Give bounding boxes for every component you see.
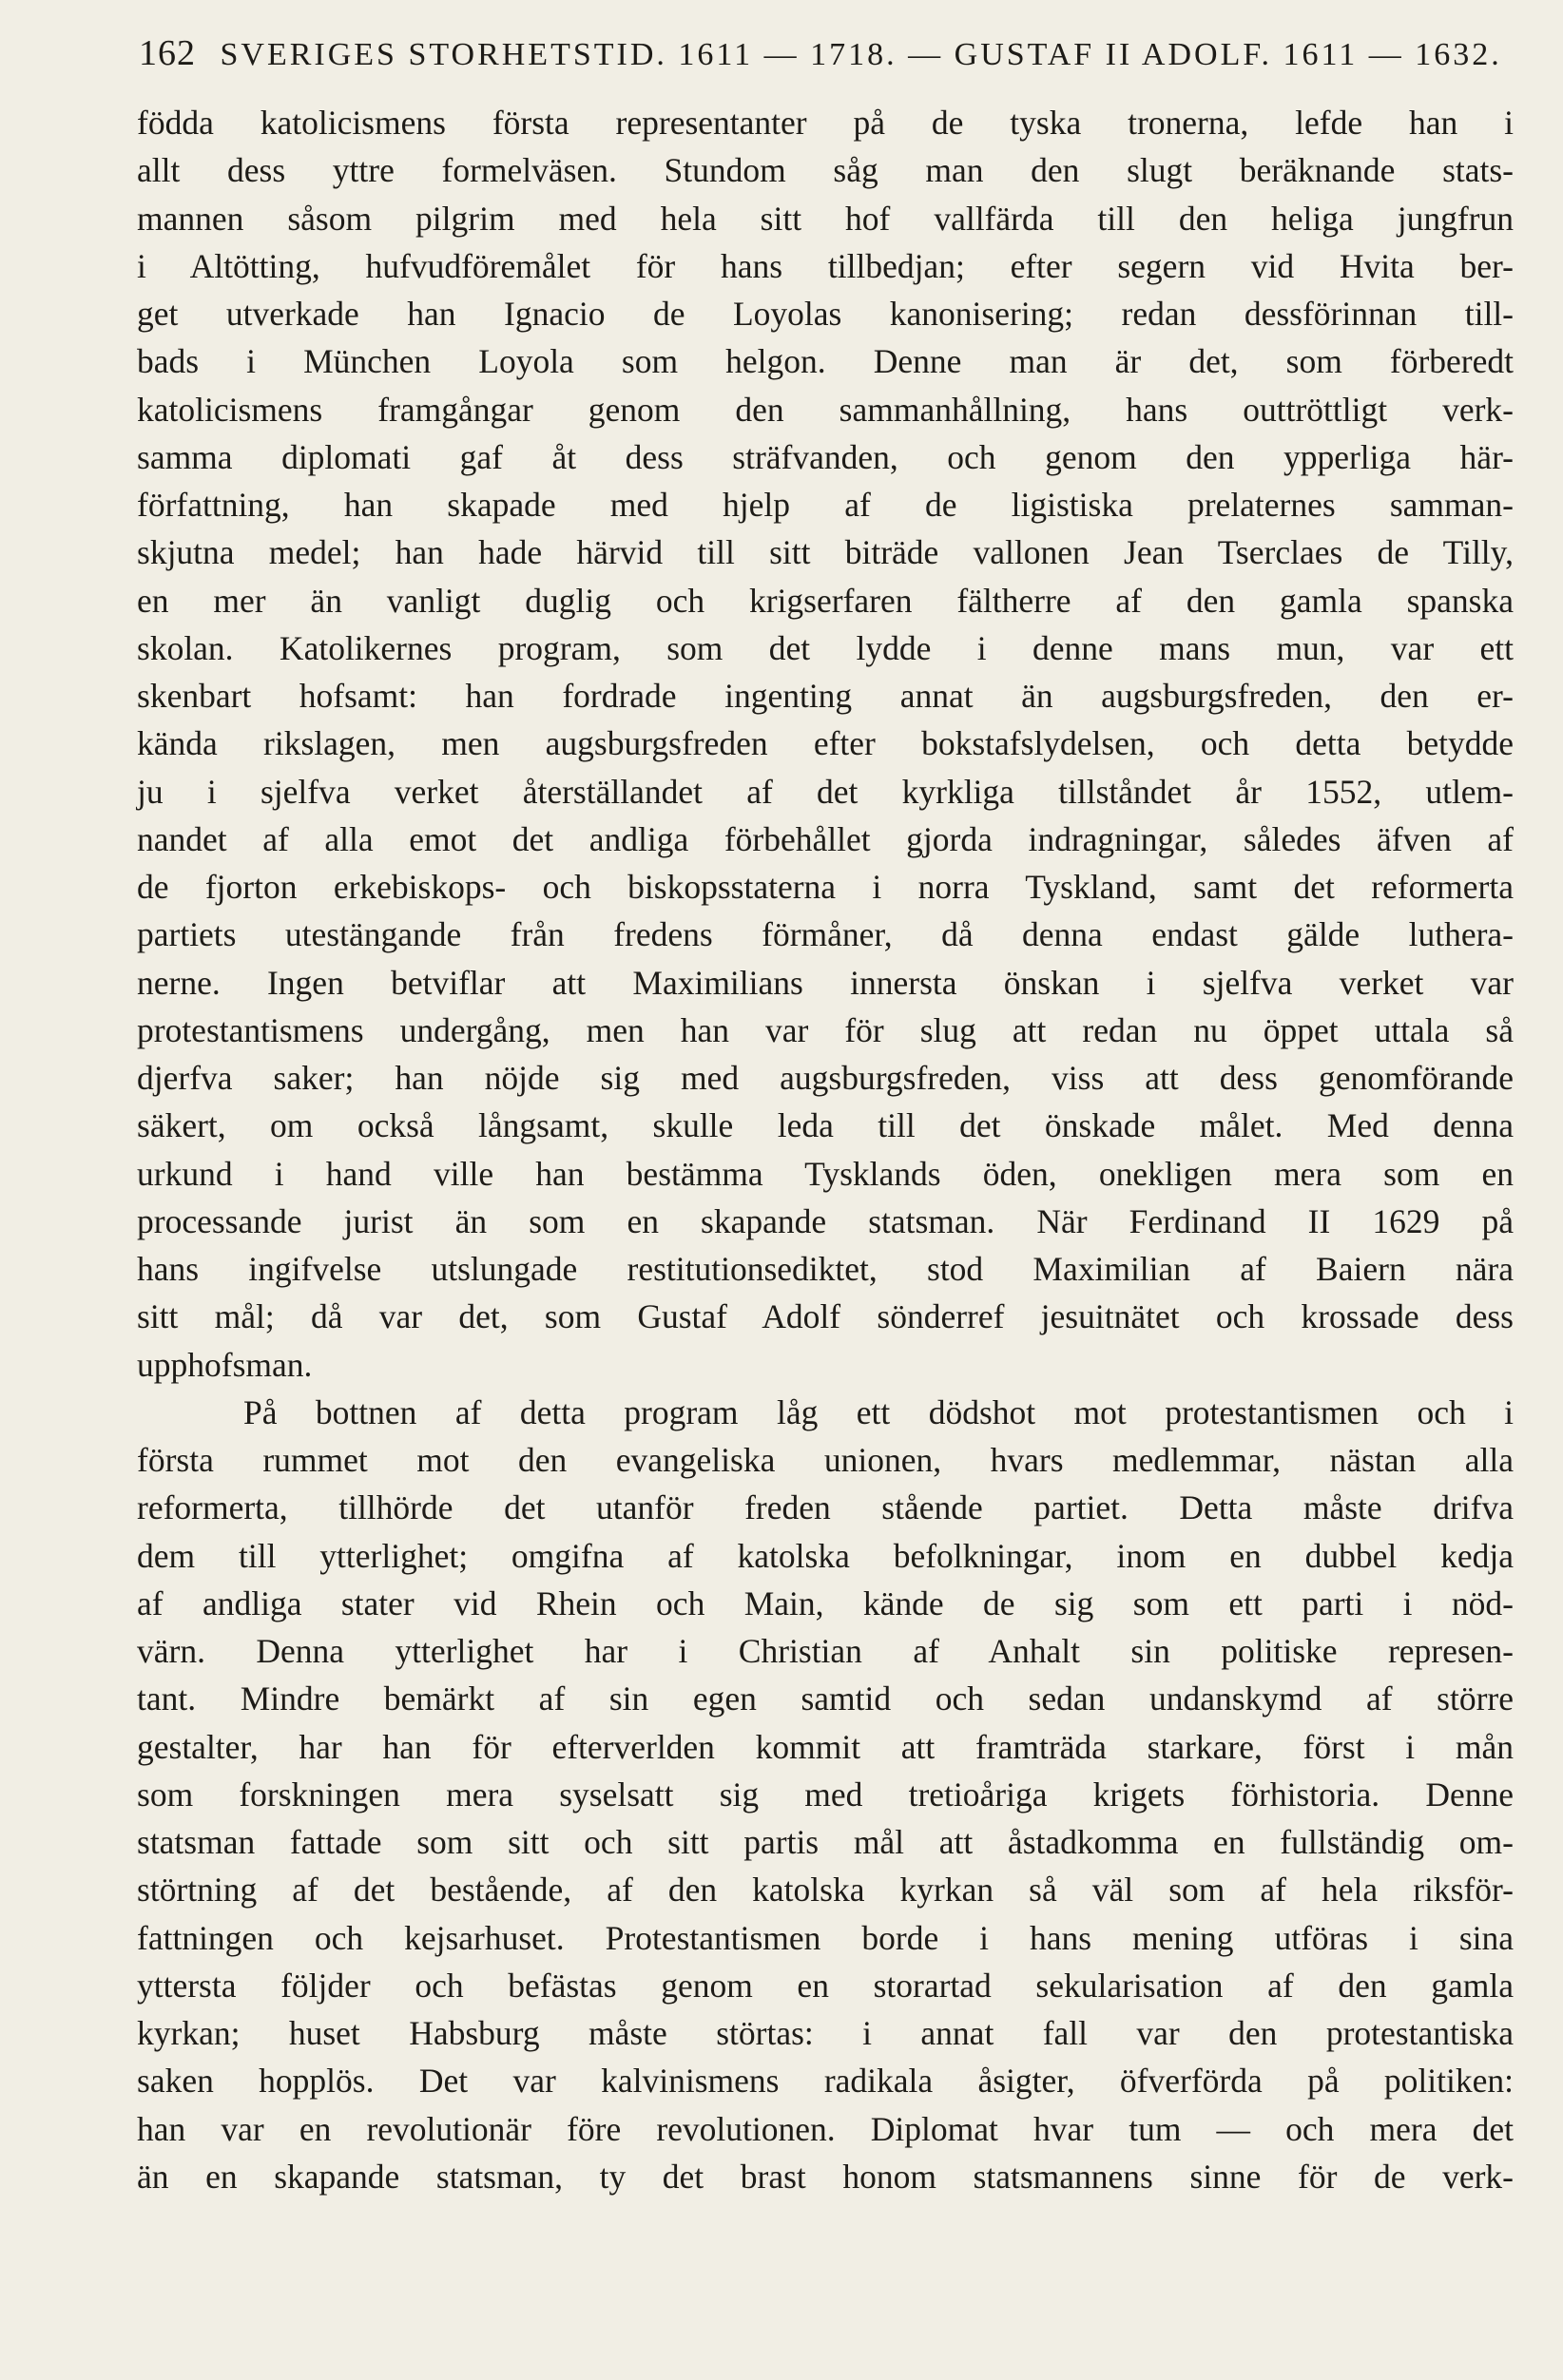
text-line: reformerta, tillhörde det utanför freden stående partiet. Detta måste drifva — [137, 1488, 1514, 1527]
text-line: ju i sjelfva verket återställandet af det kyrkliga tillståndet år 1552, utlem- — [137, 772, 1514, 811]
text-line: partiets utestängande från fredens förmåner, då denna endast gälde luthera- — [137, 915, 1514, 954]
text-line: nandet af alla emot det andliga förbehållet gjorda indragningar, således äfven af — [137, 819, 1514, 858]
text-line: säkert, om också långsamt, skulle leda till det önskade målet. Med denna — [137, 1106, 1514, 1145]
text-line: af andliga stater vid Rhein och Main, kände de sig som ett parti i nöd- — [137, 1583, 1514, 1622]
text-line: samma diplomati gaf åt dess sträfvanden, och genom den ypperliga här- — [137, 437, 1514, 476]
text-line: störtning af det bestående, af den katolska kyrkan så väl som af hela riksför- — [137, 1871, 1514, 1910]
paragraph-end-line: upphofsman. — [137, 1345, 313, 1384]
page-number: 162 — [139, 33, 196, 73]
text-line: djerfva saker; han nöjde sig med augsburgsfreden, viss att dess genomförande — [137, 1059, 1514, 1097]
text-line: mannen såsom pilgrim med hela sitt hof vallfärda till den heliga jungfrun — [137, 199, 1514, 238]
text-line: allt dess yttre formelväsen. Stundom såg man den slugt beräknande stats- — [137, 151, 1514, 190]
text-line: de fjorton erkebiskops- och biskopsstaterna i norra Tyskland, samt det reformerta — [137, 868, 1514, 906]
text-line: hans ingifvelse utslungade restitutionsediktet, stod Maximilian af Baiern nära — [137, 1250, 1514, 1288]
text-line: gestalter, har han för efterverlden kommit att framträda starkare, först i mån — [137, 1727, 1514, 1766]
text-line: värn. Denna ytterlighet har i Christian af Anhalt sin politiske represen- — [137, 1632, 1514, 1670]
text-line: fattningen och kejsarhuset. Protestantismen borde i hans mening utföras i sina — [137, 1918, 1514, 1957]
text-line: författning, han skapade med hjelp af de ligistiska prelaternes samman- — [137, 486, 1514, 524]
text-line: en mer än vanligt duglig och krigserfaren fältherre af den gamla spanska — [137, 581, 1514, 620]
text-line: skjutna medel; han hade härvid till sitt biträde vallonen Jean Tserclaes de Tilly, — [137, 533, 1514, 572]
text-line: yttersta följder och befästas genom en storartad sekularisation af den gamla — [137, 1966, 1514, 2005]
text-line: än en skapande statsman, ty det brast honom statsmannens sinne för de verk- — [137, 2157, 1514, 2196]
body-text — [137, 99, 1514, 2200]
text-line: kända rikslagen, men augsburgsfreden efter bokstafslydelsen, och detta betydde — [137, 724, 1514, 763]
text-line: födda katolicismens första representanter på de tyska tronerna, lefde han i — [137, 104, 1514, 142]
text-line: han var en revolutionär före revolutionen. Diplomat hvar tum — och mera det — [137, 2109, 1514, 2148]
text-line: kyrkan; huset Habsburg måste störtas: i annat fall var den protestantiska — [137, 2014, 1514, 2052]
text-line: bads i München Loyola som helgon. Denne man är det, som förberedt — [137, 342, 1514, 381]
text-line: tant. Mindre bemärkt af sin egen samtid och sedan undanskymd af större — [137, 1679, 1514, 1718]
text-line: sitt mål; då var det, som Gustaf Adolf sönderref jesuitnätet och krossade dess — [137, 1297, 1514, 1336]
paragraph-start-line: På bottnen af detta program låg ett dödshot mot protestantismen och i — [243, 1392, 1514, 1431]
text-line: nerne. Ingen betviflar att Maximilians innersta önskan i sjelfva verket var — [137, 963, 1514, 1002]
text-line: protestantismens undergång, men han var för slug att redan nu öppet uttala så — [137, 1010, 1514, 1049]
text-line: statsman fattade som sitt och sitt partis mål att åstadkomma en fullständig om- — [137, 1823, 1514, 1861]
running-head — [139, 32, 1508, 89]
text-line: saken hopplös. Det var kalvinismens radikala åsigter, öfverförda på politiken: — [137, 2062, 1514, 2101]
text-line: som forskningen mera syselsatt sig med tretioåriga krigets förhistoria. Denne — [137, 1775, 1514, 1814]
text-line: i Altötting, hufvudföremålet för hans tillbedjan; efter segern vid Hvita ber- — [137, 246, 1514, 285]
text-line: katolicismens framgångar genom den sammanhållning, hans outtröttligt verk- — [137, 390, 1514, 429]
text-line: skenbart hofsamt: han fordrade ingenting annat än augsburgsfreden, den er- — [137, 677, 1514, 715]
text-line: urkund i hand ville han bestämma Tysklands öden, onekligen mera som en — [137, 1154, 1514, 1193]
text-line: processande jurist än som en skapande statsman. När Ferdinand II 1629 på — [137, 1201, 1514, 1240]
text-line: skolan. Katolikernes program, som det lydde i denne mans mun, var ett — [137, 628, 1514, 667]
text-line: get utverkade han Ignacio de Loyolas kanonisering; redan dessförinnan till- — [137, 295, 1514, 333]
text-line: första rummet mot den evangeliska unionen, hvars medlemmar, nästan alla — [137, 1441, 1514, 1479]
running-title: SVERIGES STORHETSTID. 1611 — 1718. — GUSTAF II ADOLF. 1611 — 1632. — [220, 37, 1502, 72]
text-line: dem till ytterlighet; omgifna af katolska befolkningar, inom en dubbel kedja — [137, 1536, 1514, 1575]
